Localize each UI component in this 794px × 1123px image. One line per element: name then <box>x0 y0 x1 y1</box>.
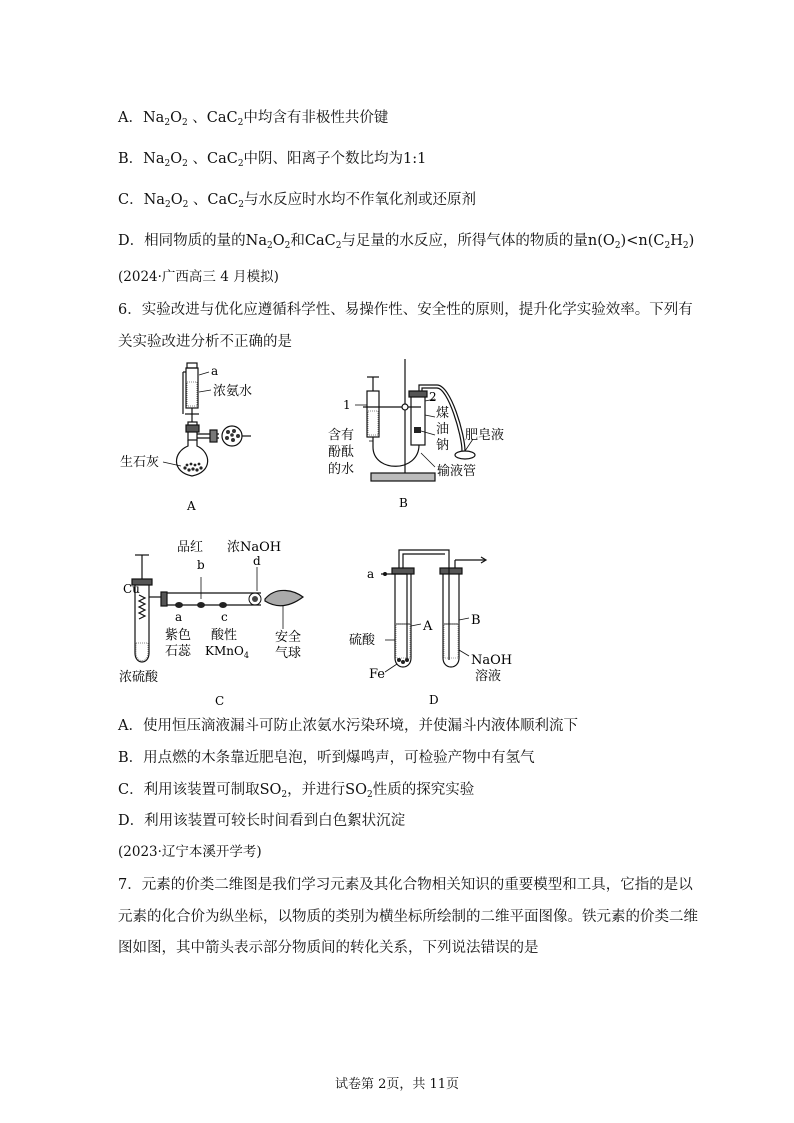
q6-stem-line2: 关实验改进分析不正确的是 <box>118 334 292 350</box>
fig-c-label-c: c <box>221 610 228 624</box>
fig-c-label-d: d <box>253 554 261 568</box>
q5-option-d: D．相同物质的量的$Na_2O_2$和CaC$_2$与足量的水反应，所得气体的物质的量$n(O_2)<n(C_2H_2)$ <box>118 233 695 251</box>
q6-option-d: D．利用该装置可较长时间看到白色絮状沉淀 <box>118 813 406 829</box>
fig-b-tube: 输液管 <box>437 464 477 479</box>
fig-d-label-B: B <box>471 613 481 628</box>
fig-a-label-a: a <box>211 364 219 378</box>
q7-line2: 元素的化合价为纵坐标，以物质的类别为横坐标所绘制的二维平面图像。铁元素的价类二维 <box>118 909 698 925</box>
fig-c-label-b: b <box>197 558 205 572</box>
fig-c-safety-1: 安全 <box>275 630 302 645</box>
q7-line1: 7．元素的价类二维图是我们学习元素及其化合物相关知识的重要模型和工具，它指的是以 <box>118 877 693 893</box>
fig-d-naoh-1: NaOH <box>471 653 513 668</box>
fig-c-zise-1: 紫色 <box>165 628 192 643</box>
q6-option-c: C．利用该装置可制取$SO_2$，并进行$SO_2$性质的探究实验 <box>118 782 475 800</box>
fig-c-zise-2: 石蕊 <box>165 644 192 659</box>
q6-option-b: B．用点燃的木条靠近肥皂泡，听到爆鸣声，可检验产物中有氢气 <box>118 750 535 766</box>
page-footer <box>0 1073 794 1092</box>
fig-d-caption: D <box>429 693 439 707</box>
fig-b-water-2: 酚酞 <box>328 445 355 460</box>
fig-a-caption: A <box>187 499 196 513</box>
fig-c-naoh: 浓NaOH <box>227 540 282 555</box>
fig-c-pinhong: 品红 <box>177 540 204 555</box>
fig-c-caption: C <box>215 694 225 708</box>
source-tag-1: (2024·广西高三 4 月模拟) <box>118 269 279 285</box>
q6-option-a: A．使用恒压滴液漏斗可防止浓氨水污染环境，并使漏斗内液体顺利流下 <box>118 718 578 734</box>
q5-option-b: B．$Na_2O_2$ 、CaC$_2$中阴、阳离子个数比均为1:1 <box>118 151 427 169</box>
fig-d-label-a: a <box>367 567 375 581</box>
fig-d-acid: 硫酸 <box>349 633 376 648</box>
fig-b-soap: 肥皂液 <box>465 428 505 443</box>
q7-line3: 图如图，其中箭头表示部分物质间的转化关系，下列说法错误的是 <box>118 940 539 956</box>
figure-b <box>325 355 525 517</box>
fig-c-cu: Cu <box>123 582 140 596</box>
fig-c-label-a: a <box>175 610 183 624</box>
fig-b-caption: B <box>399 496 408 510</box>
fig-d-fe: Fe <box>369 667 386 682</box>
q6-stem-line1: 6．实验改进与优化应遵循科学性、易操作性、安全性的原则，提升化学实验效率。下列有 <box>118 302 693 318</box>
fig-b-water-3: 的水 <box>328 462 355 477</box>
fig-d-naoh-2: 溶液 <box>475 669 502 684</box>
q5-option-c: C．$Na_2O_2$ 、CaC$_2$与水反应时水均不作氧化剂或还原剂 <box>118 192 476 210</box>
fig-a-label-solid: 生石灰 <box>120 455 160 470</box>
page-number: 试卷第 2页，共 11页 <box>334 1077 460 1092</box>
fig-c-safety-2: 气球 <box>275 646 302 661</box>
fig-b-kerosene-2: 油 <box>436 422 450 437</box>
figure-a <box>115 360 275 518</box>
fig-c-kmno4: KMnO$_4$ <box>205 644 249 660</box>
fig-b-sodium: 钠 <box>436 438 450 453</box>
fig-c-acid: 酸性 <box>211 628 238 643</box>
fig-b-water-1: 含有 <box>328 428 355 443</box>
fig-a-label-reagent: 浓氨水 <box>213 384 253 399</box>
q5-option-a: A．$Na_2O_2$ 、CaC$_2$中均含有非极性共价键 <box>118 110 389 128</box>
figure-d <box>345 540 520 712</box>
source-tag-2: (2023·辽宁本溪开学考) <box>118 844 262 860</box>
fig-b-label-1: 1 <box>343 398 351 412</box>
fig-c-h2so4: 浓硫酸 <box>119 670 159 685</box>
fig-b-kerosene-1: 煤 <box>436 406 450 421</box>
fig-b-label-2: 2 <box>429 390 437 404</box>
figure-c <box>115 535 330 713</box>
fig-d-label-A: A <box>423 619 433 634</box>
